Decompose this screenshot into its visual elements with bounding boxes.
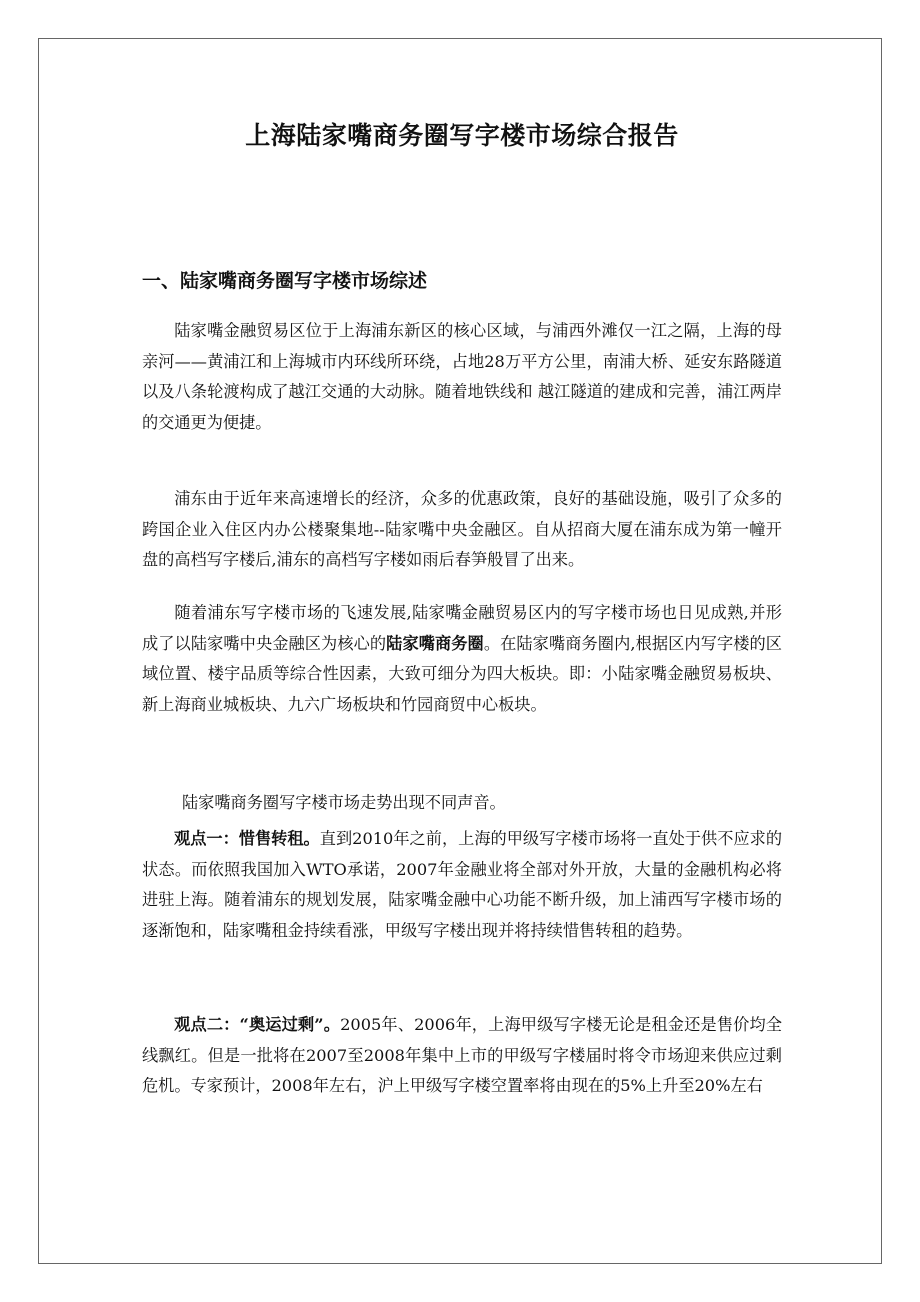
viewpoint-2-text: 2005年、2006年，上海甲级写字楼无论是租金还是售价均全线飘红。但是一批将在2007至2008年集中上市的甲级写字楼届时将令市场迎来供应过剩危机。专家预计，2008年左右，沪上甲级写字楼空置率将由现在的5%上升至20%左右 bbox=[142, 1015, 783, 1095]
viewpoint-1-text: 直到2010年之前，上海的甲级写字楼市场将一直处于供不应求的状态。而依照我国加入WTO承诺，2007年金融业将全部对外开放，大量的金融机构必将进驻上海。随着浦东的规划发展，陆家嘴金融中心功能不断升级，加上浦西写字楼市场的逐渐饱和，陆家嘴租金持续看涨，甲级写字楼出现并将持续惜售转租的趋势。 bbox=[142, 829, 783, 940]
paragraph-2 bbox=[142, 484, 782, 576]
paragraph-4 bbox=[142, 788, 782, 819]
document-title: 上海陆家嘴商务圈写字楼市场综合报告 bbox=[245, 121, 679, 150]
paragraph-1-text: 陆家嘴金融贸易区位于上海浦东新区的核心区域，与浦西外滩仅一江之隔，上海的母亲河——黄浦江和上海城市内环线所环绕，占地28万平方公里，南浦大桥、延安东路隧道以及八条轮渡构成了越江交通的大动脉。随着地铁线和 越江隧道的建成和完善，浦江两岸的交通更为便捷。 bbox=[142, 321, 782, 432]
paragraph-3 bbox=[142, 598, 782, 720]
paragraph-1 bbox=[142, 316, 782, 438]
paragraph-3-text-after: 。在陆家嘴商务圈内,根据区内写字楼的区域位置、楼宇品质等综合性因素，大致可细分为四大板块。即：小陆家嘴金融贸易板块、新上海商业城板块、九六广场板块和竹园商贸中心板块。 bbox=[142, 633, 782, 714]
paragraph-viewpoint-2 bbox=[142, 1010, 782, 1102]
viewpoint-2-label: 观点二：“奥运过剩”。 bbox=[174, 1015, 341, 1034]
paragraph-4-text: 陆家嘴商务圈写字楼市场走势出现不同声音。 bbox=[182, 793, 506, 812]
paragraph-3-bold-term: 陆家嘴商务圈 bbox=[386, 633, 484, 653]
paragraph-2-text: 浦东由于近年来高速增长的经济，众多的优惠政策，良好的基础设施，吸引了众多的跨国企业入住区内办公楼聚集地--陆家嘴中央金融区。自从招商大厦在浦东成为第一幢开盘的高档写字楼后,浦东的高档写字楼如雨后春笋般冒了出来。 bbox=[142, 489, 782, 569]
viewpoint-1-label: 观点一：惜售转租。 bbox=[174, 829, 320, 848]
paragraph-viewpoint-1 bbox=[142, 824, 782, 946]
paragraph-3-text-before: 随着浦东写字楼市场的飞速发展,陆家嘴金融贸易区内的写字楼市场也日见成熟,并形成了以陆家嘴中央金融区为核心的 bbox=[142, 603, 782, 653]
section-heading: 一、陆家嘴商务圈写字楼市场综述 bbox=[142, 270, 428, 292]
